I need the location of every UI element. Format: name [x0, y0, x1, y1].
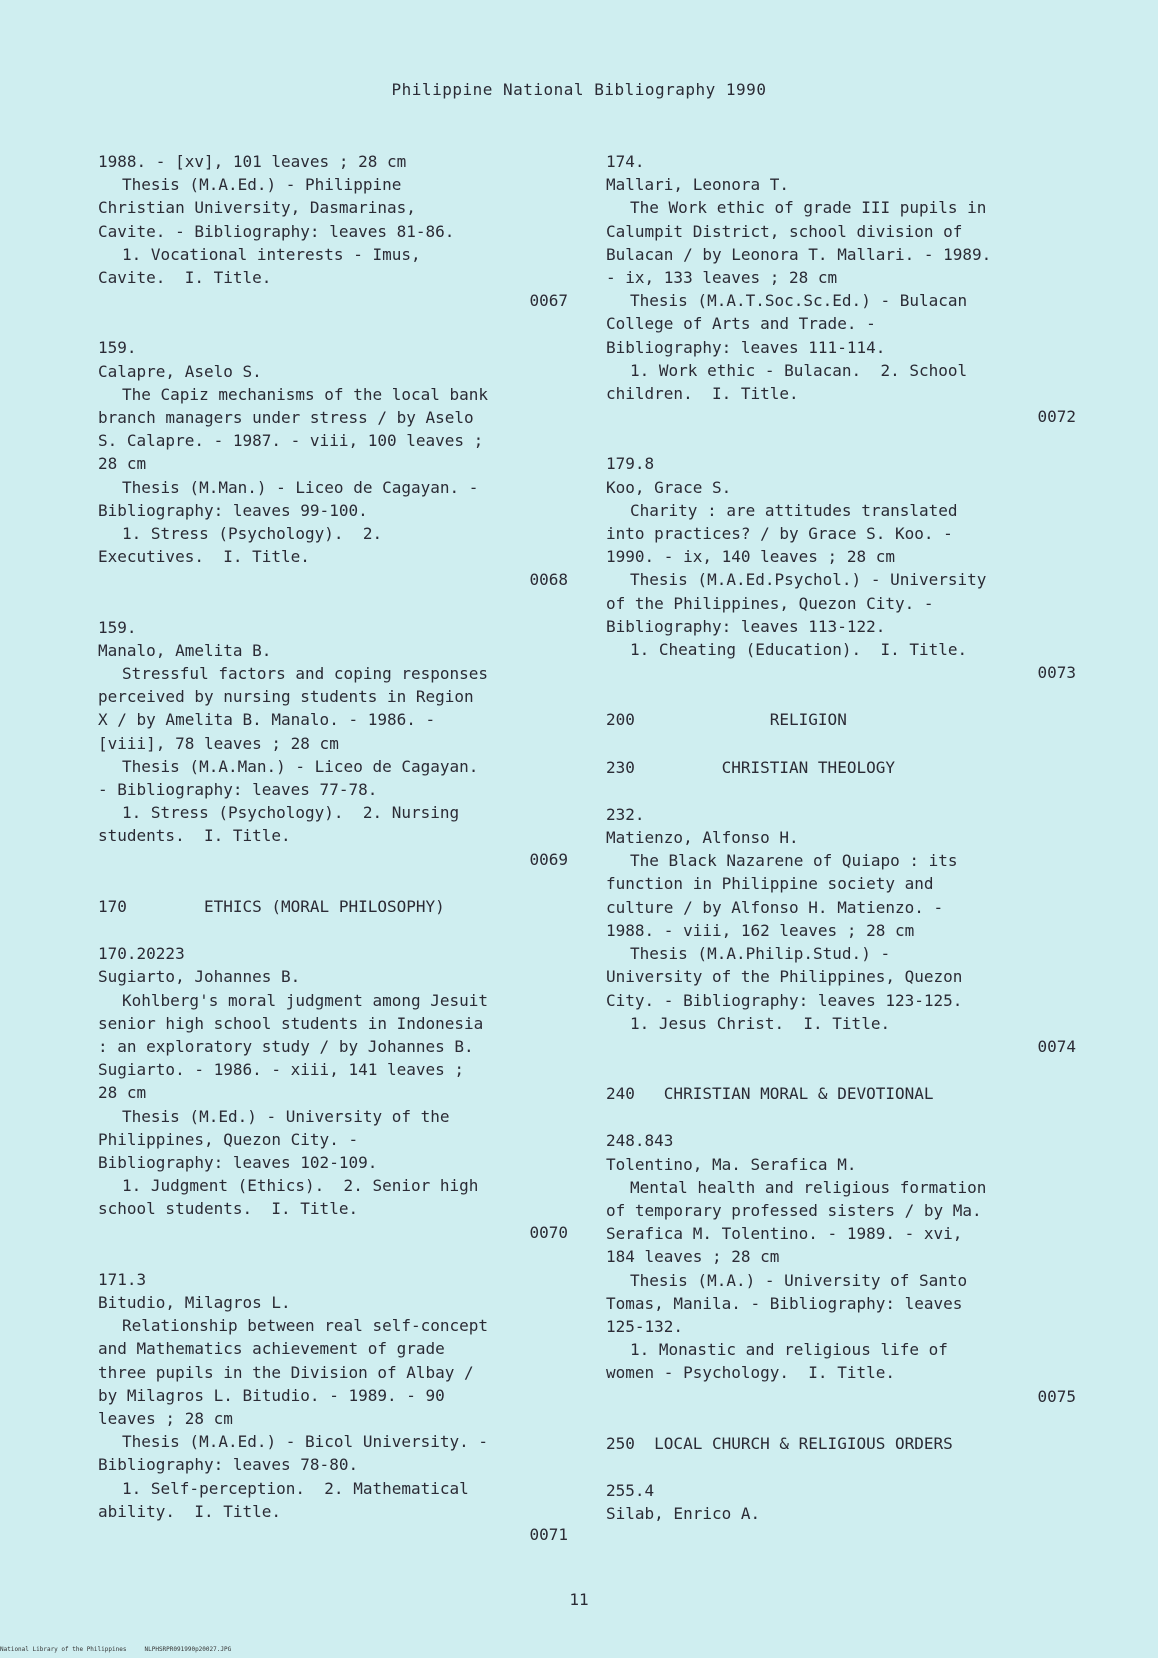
entry-line: Serafica M. Tolentino. - 1989. - xvi,	[606, 1224, 963, 1244]
entry-line: 1. Judgment (Ethics). 2. Senior high	[122, 1176, 479, 1196]
entry-line: function in Philippine society and	[606, 874, 934, 894]
entry-line: S. Calapre. - 1987. - viii, 100 leaves ;	[98, 431, 484, 451]
entry-line: Mental health and religious formation	[630, 1177, 987, 1197]
entry-line: 1. Monastic and religious life of	[630, 1340, 948, 1360]
entry-line: 179.8	[606, 454, 655, 474]
entry-line: three pupils in the Division of Albay /	[98, 1362, 474, 1382]
entry-line: senior high school students in Indonesia	[98, 1013, 484, 1033]
entry-line: ability. I. Title.	[98, 1501, 282, 1521]
entry-line: - Bibliography: leaves 77-78.	[98, 780, 378, 800]
entry-line: 171.3	[98, 1269, 147, 1289]
entry-number: 0068	[529, 570, 568, 590]
entry-line: into practices? / by Grace S. Koo. -	[606, 524, 953, 544]
entry-line: Bibliography: leaves 102-109.	[98, 1152, 378, 1172]
entry-line: Manalo, Amelita B.	[98, 640, 272, 660]
entry-number: 0073	[1037, 663, 1076, 683]
entry-line: X / by Amelita B. Manalo. - 1986. -	[98, 710, 436, 730]
entry-line: 1. Stress (Psychology). 2.	[122, 524, 383, 544]
entry-line: of the Philippines, Quezon City. -	[606, 593, 934, 613]
entry-line: University of the Philippines, Quezon	[606, 967, 963, 987]
left-column	[98, 150, 568, 1570]
entry-line: The Work ethic of grade III pupils in	[630, 198, 987, 218]
entry-line: - ix, 133 leaves ; 28 cm	[606, 268, 838, 288]
entry-line: Thesis (M.A.Ed.) - Philippine	[122, 175, 402, 195]
entry-line: of temporary professed sisters / by Ma.	[606, 1200, 982, 1220]
entry-line: school students. I. Title.	[98, 1199, 359, 1219]
entry-line: 248.843	[606, 1131, 674, 1151]
bibliography-entry	[606, 452, 1076, 684]
entry-line: branch managers under stress / by Aselo	[98, 408, 474, 428]
entry-line: [viii], 78 leaves ; 28 cm	[98, 733, 339, 753]
entry-line: 174.	[606, 152, 645, 171]
entry-line: Bibliography: leaves 111-114.	[606, 337, 886, 357]
entry-number: 0070	[529, 1222, 568, 1242]
footer-caption: National Library of the Philippines NLPHSRPR091990p20027.JPG	[0, 1646, 232, 1653]
page-title: Philippine National Bibliography 1990	[391, 80, 767, 99]
entry-line: College of Arts and Trade. -	[606, 314, 876, 334]
entry-line: 1. Vocational interests - Imus,	[122, 244, 421, 264]
entry-line: Stressful factors and coping responses	[122, 664, 489, 684]
entry-line: 170.20223	[98, 944, 185, 964]
entry-line: leaves ; 28 cm	[98, 1408, 233, 1428]
entry-number: 0067	[529, 291, 568, 311]
entry-line: Bitudio, Milagros L.	[98, 1292, 291, 1312]
bibliography-entry	[606, 1129, 1076, 1407]
entry-line: Relationship between real self-concept	[122, 1316, 489, 1336]
entry-number: 0075	[1037, 1386, 1076, 1406]
entry-number: 0069	[529, 849, 568, 869]
entry-line: Thesis (M.A.Ed.Psychol.) - University	[630, 570, 987, 590]
entry-line: perceived by nursing students in Region	[98, 687, 474, 707]
entry-line: Cavite. I. Title.	[98, 268, 272, 288]
entry-line: 1. Jesus Christ. I. Title.	[630, 1013, 891, 1033]
section-heading: 240 CHRISTIAN MORAL & DEVOTIONAL	[606, 1084, 934, 1104]
entry-line: Executives. I. Title.	[98, 547, 310, 567]
entry-line: Bibliography: leaves 78-80.	[98, 1455, 359, 1475]
entry-line: Kohlberg's moral judgment among Jesuit	[122, 990, 489, 1010]
entry-line: 255.4	[606, 1480, 655, 1500]
entry-line: culture / by Alfonso H. Matienzo. -	[606, 897, 944, 917]
entry-line: Matienzo, Alfonso H.	[606, 828, 799, 848]
entry-line: 1990. - ix, 140 leaves ; 28 cm	[606, 547, 895, 567]
entry-line: 159.	[98, 617, 137, 637]
entry-line: 1. Work ethic - Bulacan. 2. School	[630, 360, 968, 380]
entry-line: City. - Bibliography: leaves 123-125.	[606, 990, 963, 1010]
entry-line: 28 cm	[98, 454, 147, 474]
section-heading: 230 CHRISTIAN THEOLOGY	[606, 757, 895, 777]
right-column	[606, 150, 1076, 1549]
entry-line: Thesis (M.A.) - University of Santo	[630, 1270, 968, 1290]
bibliography-entry	[98, 616, 568, 871]
entry-line: 1. Stress (Psychology). 2. Nursing	[122, 803, 460, 823]
bibliography-entry	[606, 803, 1076, 1058]
entry-number: 0071	[529, 1524, 568, 1544]
page-number: 11	[569, 1590, 589, 1609]
entry-line: Tomas, Manila. - Bibliography: leaves	[606, 1293, 963, 1313]
section-heading: 250 LOCAL CHURCH & RELIGIOUS ORDERS	[606, 1433, 953, 1453]
entry-line: children. I. Title.	[606, 384, 799, 404]
entry-line: Mallari, Leonora T.	[606, 175, 790, 195]
entry-line: Sugiarto, Johannes B.	[98, 967, 301, 987]
entry-line: Thesis (M.A.T.Soc.Sc.Ed.) - Bulacan	[630, 291, 968, 311]
bibliography-entry	[606, 1479, 1076, 1525]
entry-line: Thesis (M.Man.) - Liceo de Cagayan. -	[122, 477, 479, 497]
entry-line: Thesis (M.A.Ed.) - Bicol University. -	[122, 1432, 489, 1452]
entry-line: Christian University, Dasmarinas,	[98, 198, 416, 218]
entry-line: : an exploratory study / by Johannes B.	[98, 1036, 474, 1056]
entry-line: Koo, Grace S.	[606, 477, 732, 497]
bibliography-entry	[98, 150, 568, 312]
entry-line: Thesis (M.A.Philip.Stud.) -	[630, 944, 891, 964]
entry-line: 184 leaves ; 28 cm	[606, 1247, 780, 1267]
bibliography-entry	[98, 1268, 568, 1546]
entry-line: 1988. - [xv], 101 leaves ; 28 cm	[98, 152, 407, 171]
entry-line: 1988. - viii, 162 leaves ; 28 cm	[606, 920, 915, 940]
entry-line: Bibliography: leaves 113-122.	[606, 616, 886, 636]
entry-line: Bulacan / by Leonora T. Mallari. - 1989.	[606, 244, 992, 264]
entry-line: Philippines, Quezon City. -	[98, 1129, 359, 1149]
entry-line: 1. Cheating (Education). I. Title.	[630, 640, 968, 660]
entry-line: Thesis (M.A.Man.) - Liceo de Cagayan.	[122, 756, 479, 776]
bibliography-entry	[98, 942, 568, 1244]
entry-line: 159.	[98, 338, 137, 358]
section-heading: 170 ETHICS (MORAL PHILOSOPHY)	[98, 896, 445, 916]
entry-number: 0074	[1037, 1036, 1076, 1056]
entry-line: by Milagros L. Bitudio. - 1989. - 90	[98, 1385, 445, 1405]
entry-line: women - Psychology. I. Title.	[606, 1363, 895, 1383]
entry-line: 125-132.	[606, 1316, 684, 1336]
entry-number: 0072	[1037, 407, 1076, 427]
entry-line: 1. Self-perception. 2. Mathematical	[122, 1478, 469, 1498]
bibliography-entry	[606, 150, 1076, 428]
entry-line: Charity : are attitudes translated	[630, 500, 958, 520]
entry-line: Calumpit District, school division of	[606, 221, 963, 241]
entry-line: and Mathematics achievement of grade	[98, 1339, 445, 1359]
entry-line: The Capiz mechanisms of the local bank	[122, 384, 489, 404]
entry-line: 28 cm	[98, 1083, 147, 1103]
entry-line: students. I. Title.	[98, 826, 291, 846]
section-heading: 200 RELIGION	[606, 710, 847, 730]
entry-line: Bibliography: leaves 99-100.	[98, 500, 368, 520]
entry-line: Thesis (M.Ed.) - University of the	[122, 1106, 450, 1126]
entry-line: Sugiarto. - 1986. - xiii, 141 leaves ;	[98, 1060, 465, 1080]
entry-line: Calapre, Aselo S.	[98, 361, 262, 381]
entry-line: Silab, Enrico A.	[606, 1504, 761, 1524]
entry-line: The Black Nazarene of Quiapo : its	[630, 851, 958, 871]
entry-line: Cavite. - Bibliography: leaves 81-86.	[98, 221, 455, 241]
bibliography-entry	[98, 336, 568, 591]
entry-line: 232.	[606, 804, 645, 824]
entry-line: Tolentino, Ma. Serafica M.	[606, 1154, 857, 1174]
